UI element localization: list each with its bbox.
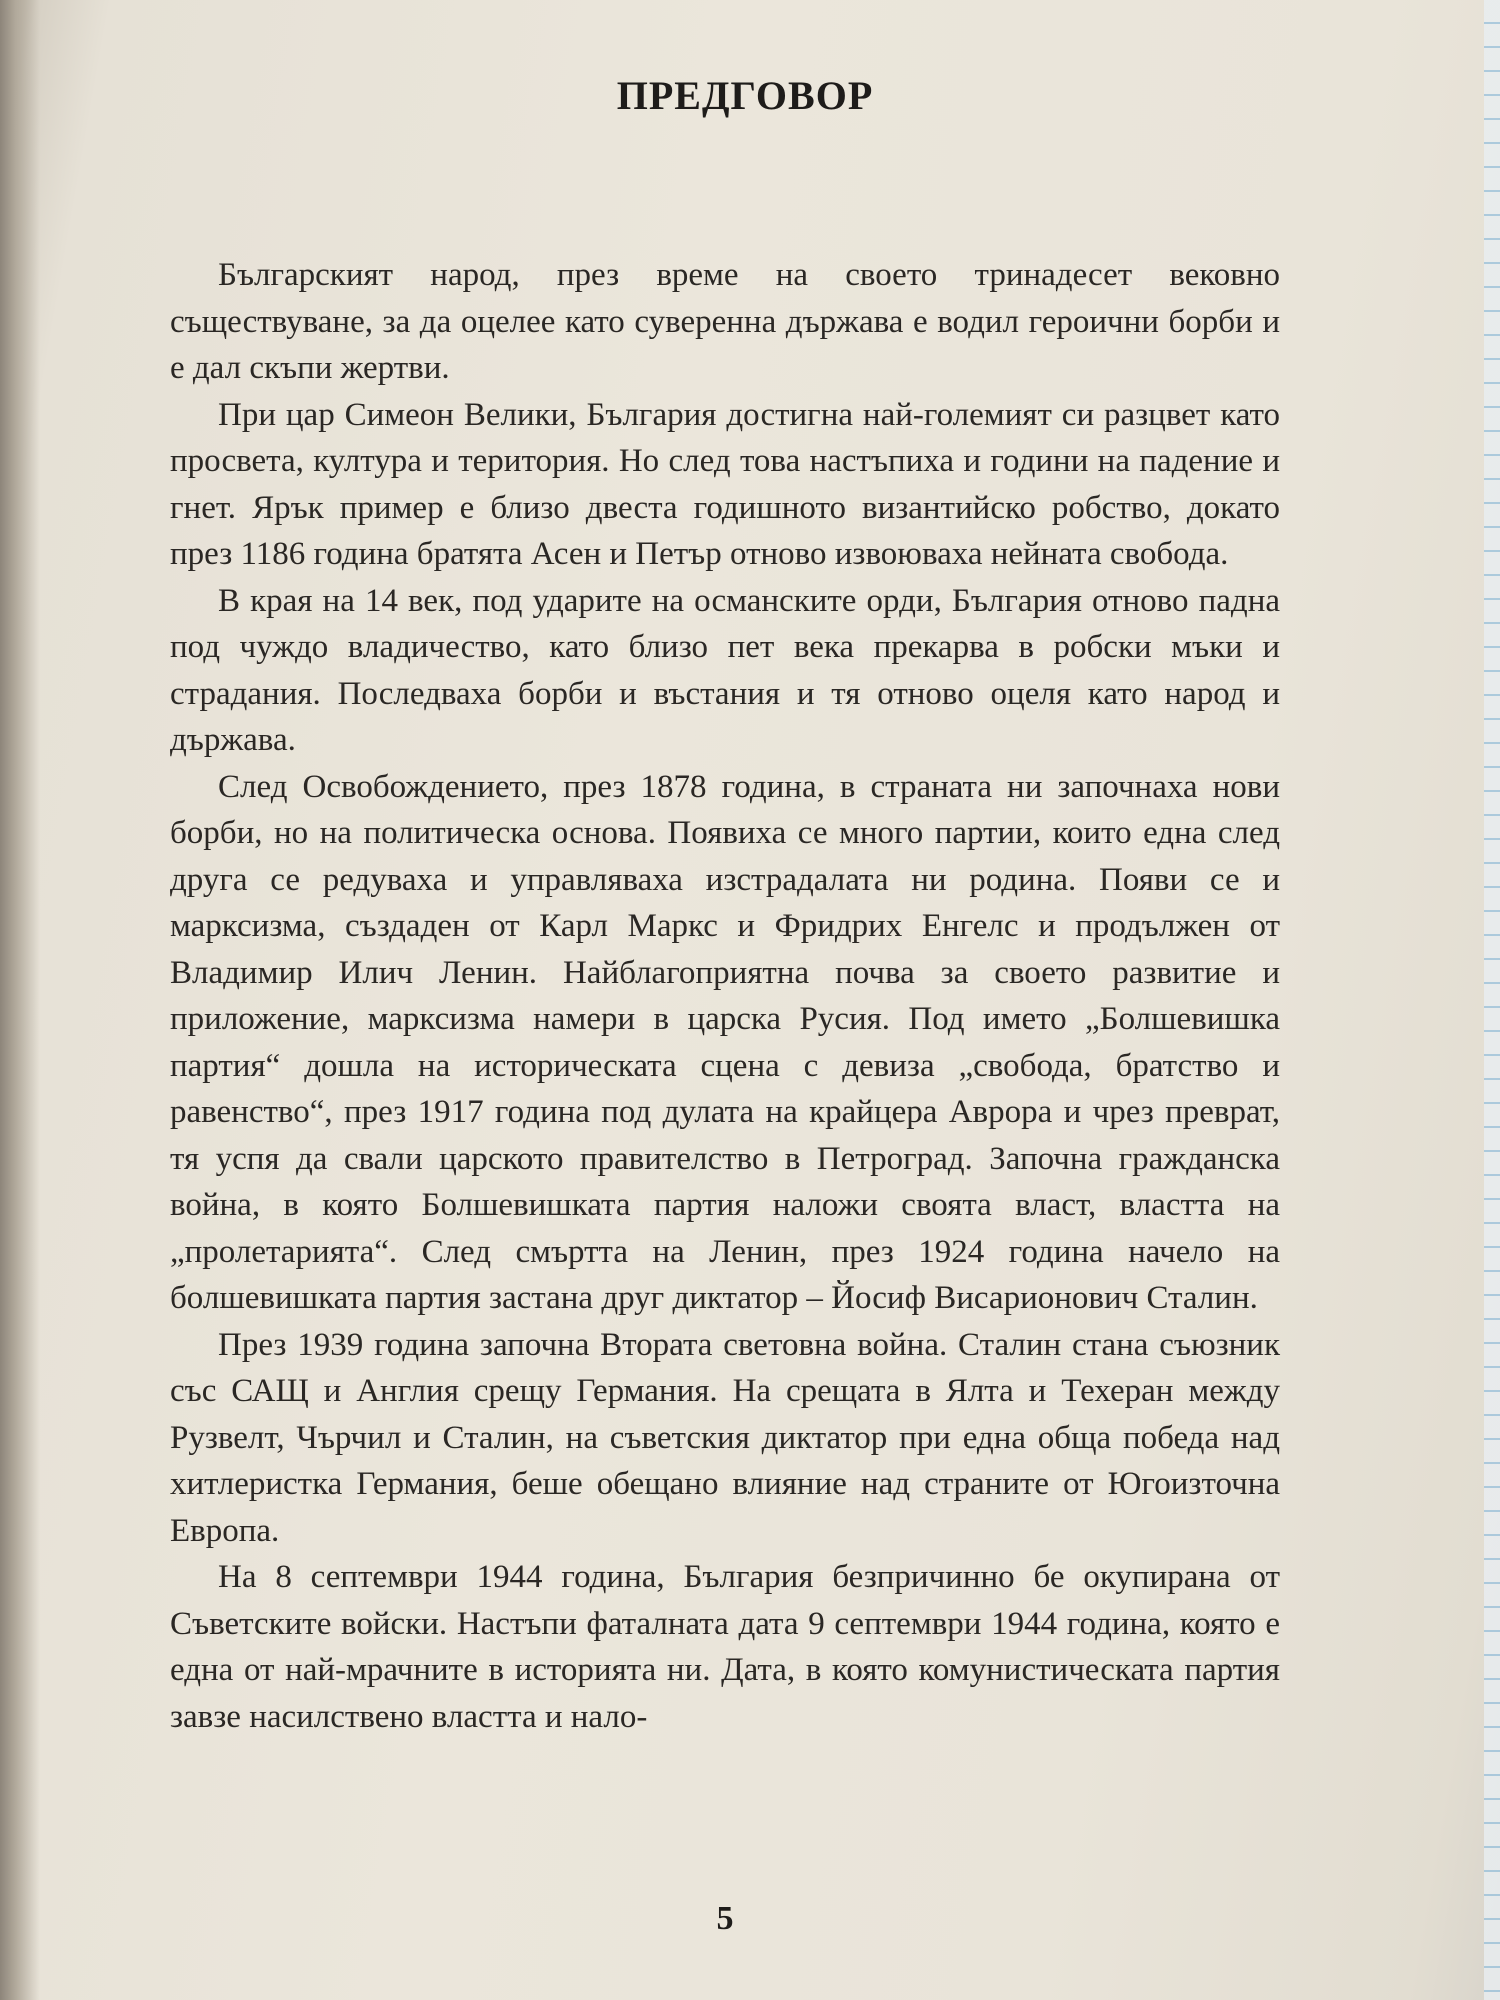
paragraph-6: На 8 септември 1944 година, България безпричинно бе окупирана от Съветските войски. Настъпи фаталната дата 9 септември 1944 година, която е една от най-мрачните в историята ни. Дата, в която комунистическата партия завзе насилствено властта и нало- xyxy=(170,1559,1280,1735)
adjacent-lined-paper xyxy=(1484,0,1500,2000)
paragraph-4: След Освобождението, през 1878 година, в страната ни започнаха нови борби, но на политическа основа. Появиха се много партии, които една след друга се редуваха и управляваха изстрадалата ни родина. Появи се и марксизма, създаден от Карл Маркс и Фридрих Енгелс и продължен от Владимир Илич Ленин. Найблагоприятна почва за своето развитие и приложение, марксизма намери в царска Русия. Под името „Болшевишка партия“ дошла на историческата сцена с девиза „свобода, братство и равенство“, през 1917 година под дулата на крайцера Аврора и чрез преврат, тя успя да свали царското правителство в Петроград. Започна гражданска война, в която Болшевишката партия наложи своята власт, властта на „пролетарията“. След смъртта на Ленин, през 1924 година начело на болшевишката партия застана друг диктатор – Йосиф Висарионович Сталин. xyxy=(170,768,1280,1316)
printed-page xyxy=(150,60,1300,1980)
paragraph-1: Българският народ, през време на своето тринадесет вековно съществуване, за да оцелее като суверенна държава е водил героични борби и е дал скъпи жертви. xyxy=(170,257,1280,386)
paragraph-3: В края на 14 век, под ударите на османските орди, България отново падна под чуждо владичество, като близо пет века прекарва в робски мъки и страдания. Последваха борби и въстания и тя отново оцеля като народ и държава. xyxy=(170,582,1280,758)
paragraph-2: При цар Симеон Велики, България достигна най-големият си разцвет като просвета, култура и територия. Но след това настъпиха и години на падение и гнет. Ярък пример е близо двеста годишното византийско робство, докато през 1186 година братята Асен и Петър отново извоюваха нейната свобода. xyxy=(170,396,1280,572)
body-text xyxy=(170,252,1280,1740)
book-gutter-shadow xyxy=(0,0,40,2000)
paragraph-5: През 1939 година започна Втората световна война. Сталин стана съюзник със САЩ и Англия срещу Германия. На срещата в Ялта и Техеран между Рузвелт, Чърчил и Сталин, на съветския диктатор при една обща победа над хитлеристка Германия, беше обещано влияние над страните от Югоизточна Европа. xyxy=(170,1326,1280,1549)
page-title: ПРЕДГОВОР xyxy=(616,73,874,118)
page-number: 5 xyxy=(716,1900,734,1937)
